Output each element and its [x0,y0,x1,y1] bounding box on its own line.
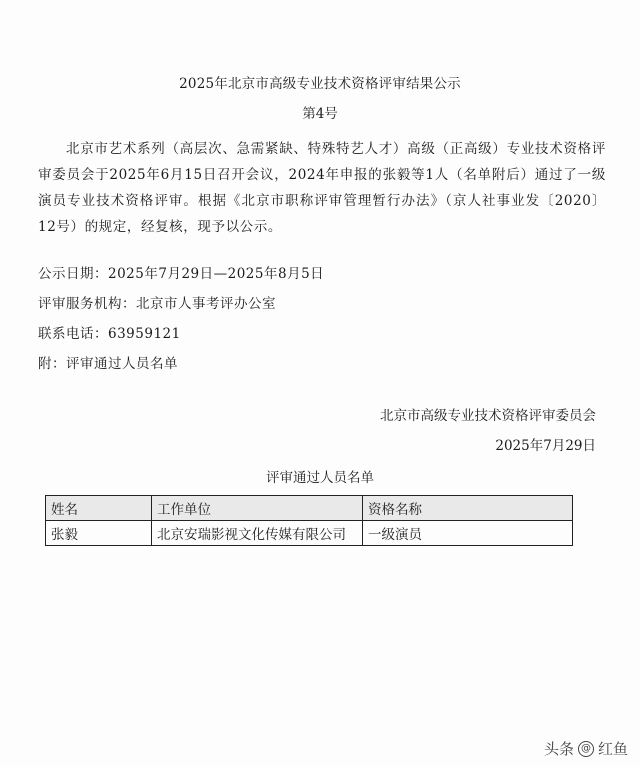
header-name: 姓名 [46,496,152,521]
roster-header-row [46,496,573,521]
cell-qualification: 一级演员 [363,521,573,546]
roster-table [45,495,573,546]
contact-phone: 联系电话：63959121 [38,326,181,342]
document-body: 北京市艺术系列（高层次、急需紧缺、特殊特艺人才）高级（正高级）专业技术资格评审委员会于2025年6月15日召开会议，2024年申报的张毅等1人（名单附后）通过了一级演员专业技术资格评审。根据《北京市职称评审管理暂行办法》（京人社事业发〔2020〕12号）的规定，经复核，现予以公示。 [38,141,606,235]
document-number: 第4号 [302,106,338,122]
at-icon: @ [578,741,594,757]
document-title: 2025年北京市高级专业技术资格评审结果公示 [179,76,461,92]
header-unit: 工作单位 [152,496,363,521]
service-org: 评审服务机构：北京市人事考评办公室 [38,296,276,312]
signature-org: 北京市高级专业技术资格评审委员会 [380,408,596,424]
signature-date: 2025年7月29日 [495,438,596,454]
watermark-source: 头条 [543,740,574,758]
cell-unit: 北京安瑞影视文化传媒有限公司 [152,521,363,546]
header-qualification: 资格名称 [363,496,573,521]
public-period: 公示日期：2025年7月29日—2025年8月5日 [38,266,325,282]
cell-name: 张毅 [46,521,152,546]
watermark-account: 红鱼 [597,740,628,758]
watermark [544,738,628,759]
attachment-note: 附：评审通过人员名单 [38,356,178,372]
roster-title: 评审通过人员名单 [266,470,374,486]
table-row [46,521,573,546]
